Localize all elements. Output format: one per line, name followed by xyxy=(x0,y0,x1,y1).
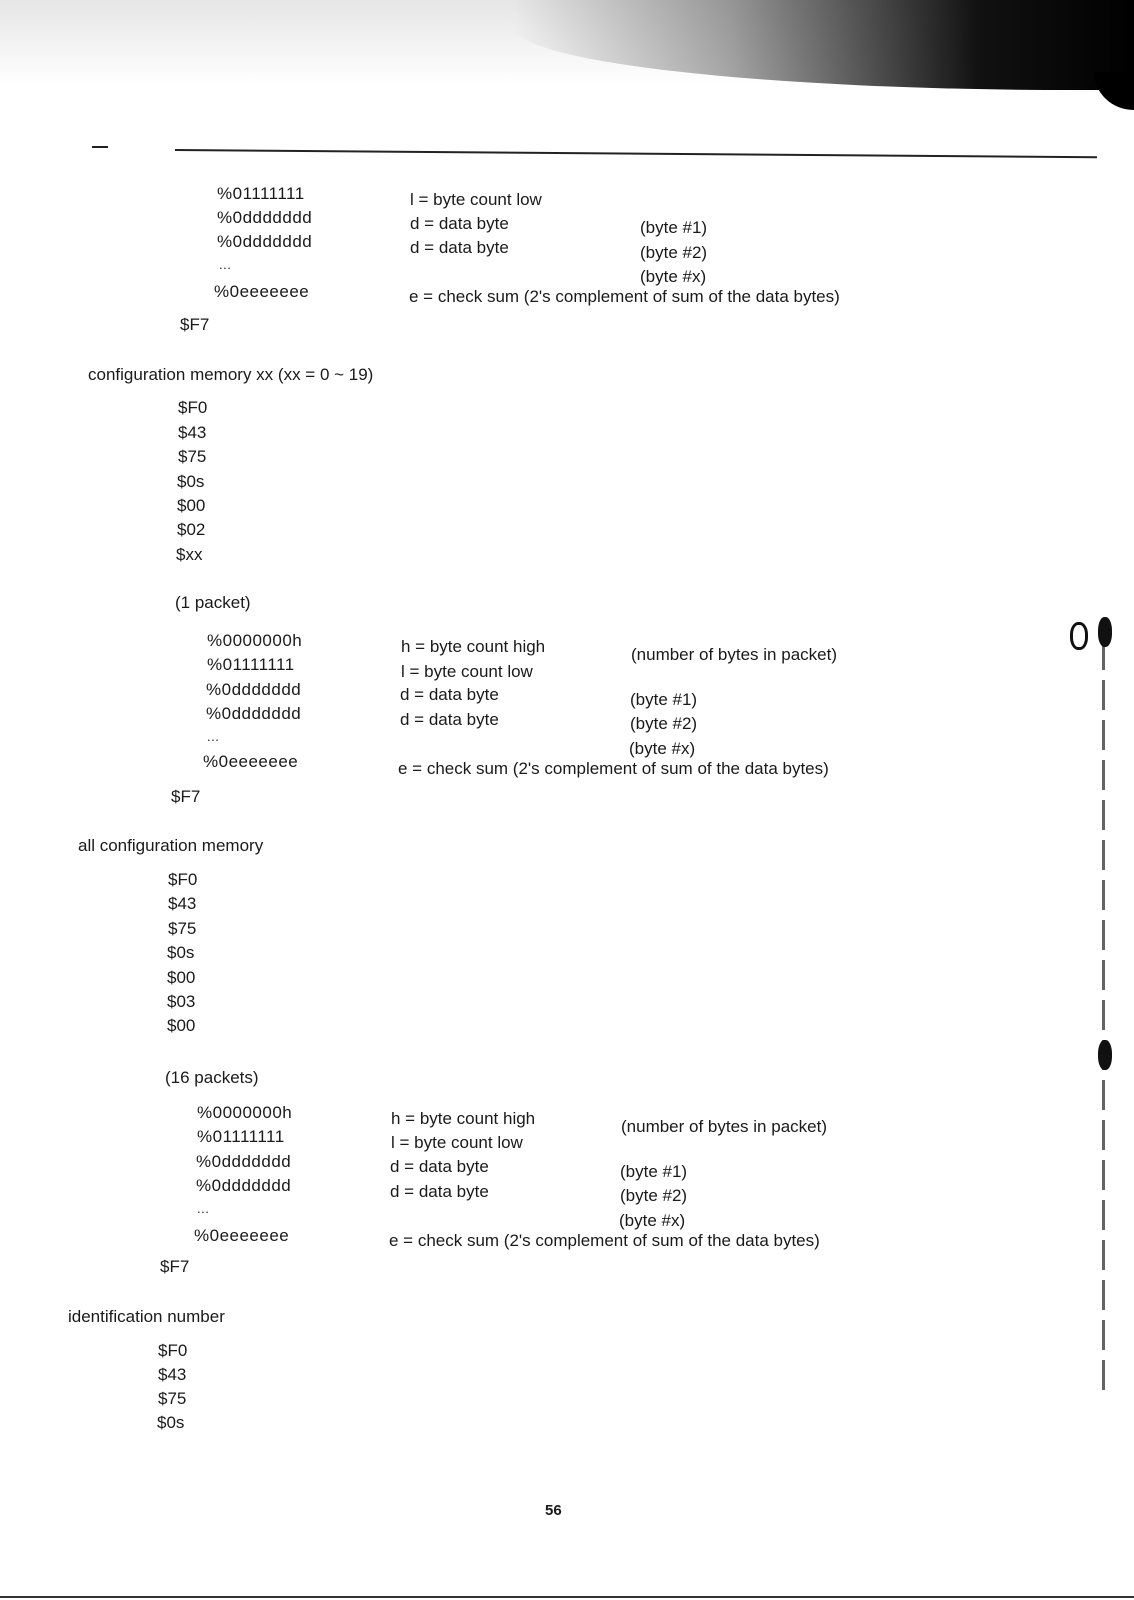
header-byte: $00 xyxy=(177,496,206,515)
code-description: d = data byte xyxy=(410,238,509,257)
code-note: (byte #2) xyxy=(620,1186,688,1205)
header-byte: $F0 xyxy=(168,870,198,889)
end-byte: $F7 xyxy=(171,787,201,806)
code-line: %0eeeeeee xyxy=(214,282,310,301)
header-byte: $F0 xyxy=(158,1341,188,1360)
code-description: h = byte count high xyxy=(401,637,546,656)
code-line: %0eeeeeee xyxy=(203,752,299,771)
code-description: d = data byte xyxy=(400,685,499,704)
header-byte: $02 xyxy=(177,520,206,539)
section-heading: configuration memory xx (xx = 0 ~ 19) xyxy=(88,365,374,384)
code-description: l = byte count low xyxy=(410,190,542,209)
code-description: e = check sum (2's complement of sum of the data bytes) xyxy=(409,287,840,306)
header-byte: $43 xyxy=(158,1365,187,1384)
bottom-edge-line xyxy=(0,1596,1134,1598)
end-byte: $F7 xyxy=(180,315,210,334)
header-byte: $00 xyxy=(167,968,196,987)
code-line: %01111111 xyxy=(197,1127,285,1146)
code-ellipsis: ... xyxy=(207,729,220,744)
code-line: %0ddddddd xyxy=(217,208,313,227)
code-note: (byte #1) xyxy=(630,690,698,709)
code-line: %0000000h xyxy=(197,1103,293,1122)
binding-ring-mark xyxy=(1070,622,1088,650)
code-note: (byte #2) xyxy=(640,243,708,262)
code-line: %0eeeeeee xyxy=(194,1226,290,1245)
code-description: d = data byte xyxy=(390,1157,489,1176)
header-byte: $xx xyxy=(176,545,203,564)
header-rule-dash xyxy=(92,146,108,148)
code-line: %0ddddddd xyxy=(196,1152,292,1171)
header-rule xyxy=(175,149,1097,158)
header-byte: $0s xyxy=(177,472,205,491)
header-byte: $43 xyxy=(178,423,207,442)
code-note: (byte #x) xyxy=(619,1211,686,1230)
code-ellipsis: ... xyxy=(219,257,232,272)
code-description: e = check sum (2's complement of sum of the data bytes) xyxy=(398,759,829,778)
code-line: %0ddddddd xyxy=(217,232,313,251)
binding-hole-mark xyxy=(1098,617,1112,647)
section-heading: identification number xyxy=(68,1307,225,1326)
code-description: d = data byte xyxy=(410,214,509,233)
header-byte: $03 xyxy=(167,992,196,1011)
code-description: e = check sum (2's complement of sum of the data bytes) xyxy=(389,1231,820,1250)
code-line: %0000000h xyxy=(207,631,303,650)
code-note: (number of bytes in packet) xyxy=(631,645,837,664)
code-line: %01111111 xyxy=(207,655,295,674)
code-description: h = byte count high xyxy=(391,1109,536,1128)
header-byte: $75 xyxy=(168,919,197,938)
header-byte: $43 xyxy=(168,894,197,913)
code-line: %01111111 xyxy=(217,184,305,203)
code-line: %0ddddddd xyxy=(206,680,302,699)
code-line: %0ddddddd xyxy=(196,1176,292,1195)
code-note: (byte #2) xyxy=(630,714,698,733)
section-heading: all configuration memory xyxy=(78,836,264,855)
code-description: d = data byte xyxy=(390,1182,489,1201)
code-description: l = byte count low xyxy=(391,1133,523,1152)
code-note: (byte #1) xyxy=(620,1162,688,1181)
code-note: (byte #1) xyxy=(640,218,708,237)
end-byte: $F7 xyxy=(160,1257,190,1276)
code-note: (byte #x) xyxy=(629,739,696,758)
header-byte: $F0 xyxy=(178,398,208,417)
header-byte: $0s xyxy=(167,943,195,962)
page-number: 56 xyxy=(545,1502,562,1519)
header-byte: $00 xyxy=(167,1016,196,1035)
code-ellipsis: ... xyxy=(197,1201,210,1216)
header-byte: $0s xyxy=(157,1413,185,1432)
packet-count: (1 packet) xyxy=(175,593,251,612)
header-byte: $75 xyxy=(178,447,207,466)
code-note: (number of bytes in packet) xyxy=(621,1117,827,1136)
packet-count: (16 packets) xyxy=(165,1068,259,1087)
code-description: l = byte count low xyxy=(401,662,533,681)
code-note: (byte #x) xyxy=(640,267,707,286)
binding-edge xyxy=(1102,640,1105,1400)
binding-hole-mark xyxy=(1098,1040,1112,1070)
code-description: d = data byte xyxy=(400,710,499,729)
code-line: %0ddddddd xyxy=(206,704,302,723)
header-byte: $75 xyxy=(158,1389,187,1408)
